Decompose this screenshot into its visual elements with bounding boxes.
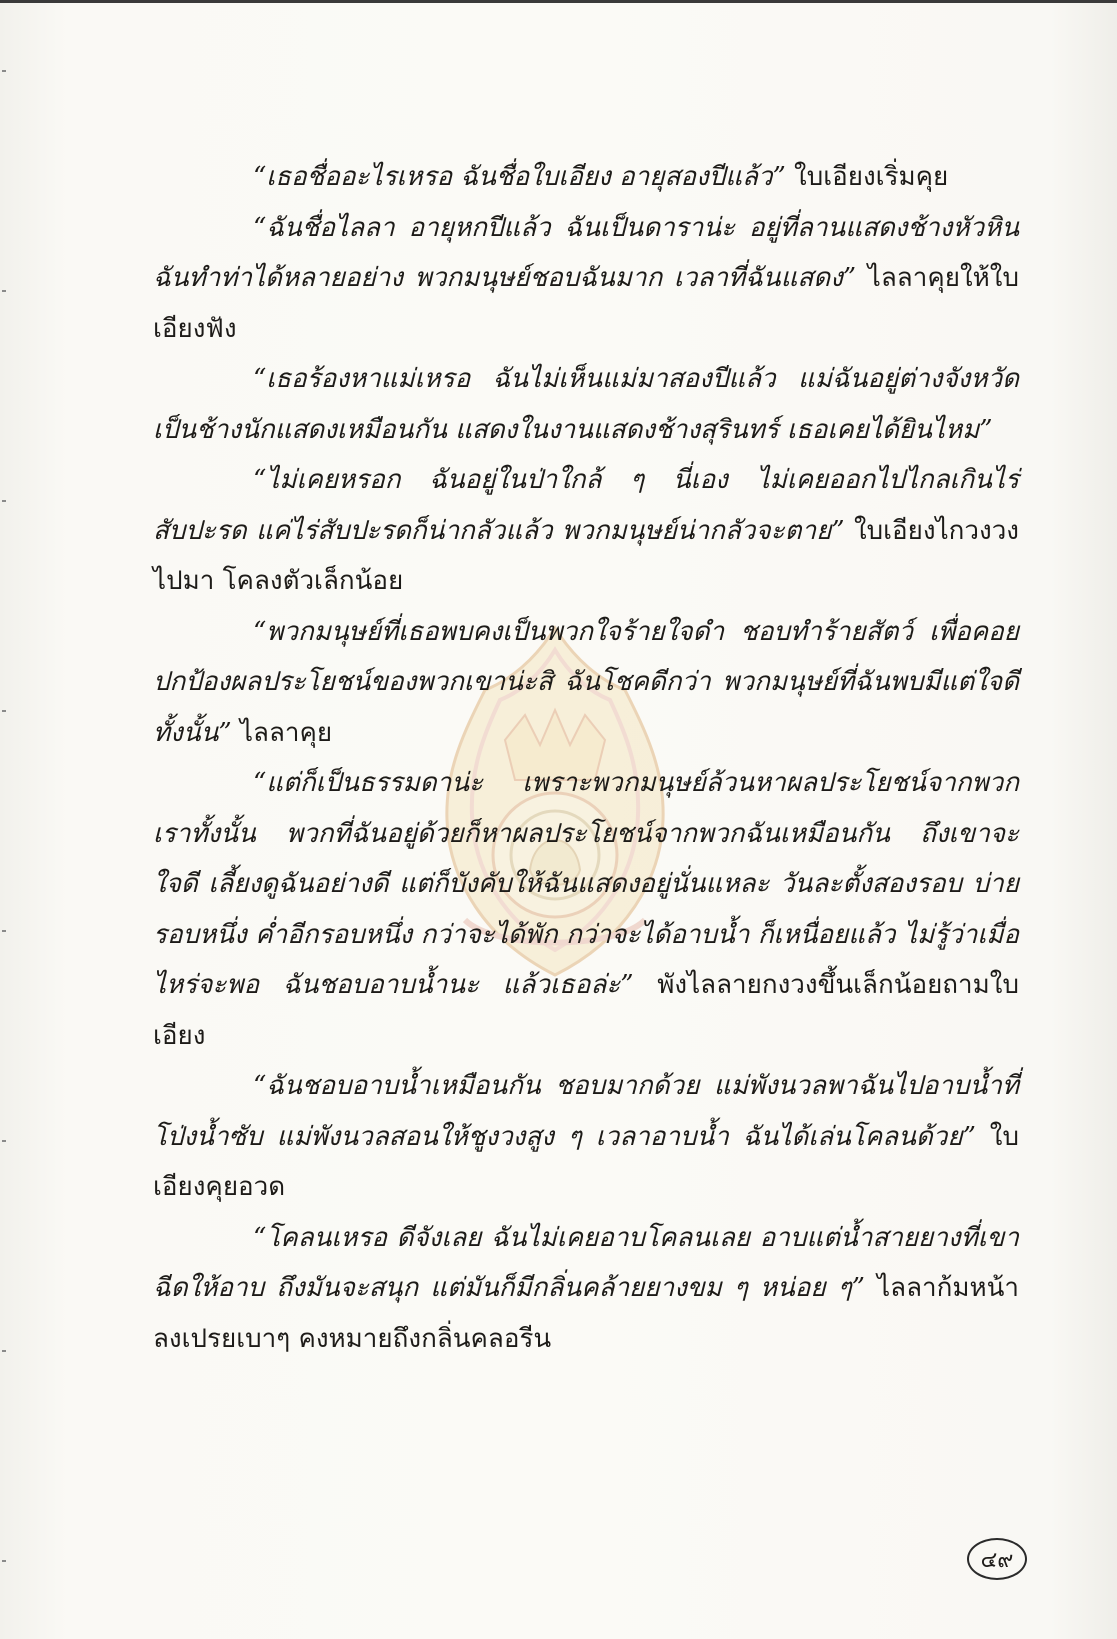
paragraph	[153, 607, 1019, 759]
narration: ไลลาก้มหน้าลงเปรยเบาๆ คงหมายถึงกลิ่นคลอรีน	[153, 1273, 1020, 1354]
dialogue: “ไม่เคยหรอก ฉันอยู่ในป่าใกล้ ๆ นี่เอง ไม่เคยออกไปไกลเกินไร่สับปะรด แค่ไร่สับปะรดก็น่ากลัวแล้ว พวกมนุษย์น่ากลัวจะตาย”	[153, 465, 1019, 546]
paragraph	[153, 1213, 1019, 1365]
paragraph	[153, 203, 1019, 355]
page-number: ๔๙	[967, 1538, 1027, 1580]
paragraph	[153, 1061, 1019, 1213]
dialogue: “เธอชื่ออะไรเหรอ ฉันชื่อใบเอียง อายุสองปีแล้ว”	[253, 162, 786, 192]
narration: ใบเอียงเริ่มคุย	[785, 162, 949, 192]
narration: ไลลาคุยให้ใบเอียงฟัง	[153, 263, 1019, 344]
dialogue: “โคลนเหรอ ดีจังเลย ฉันไม่เคยอาบโคลนเลย อาบแต่น้ำสายยางที่เขาฉีดให้อาบ ถึงมันจะสนุก แต่มันก็มีกลิ่นคล้ายยางขม ๆ หน่อย ๆ”	[153, 1222, 1019, 1303]
dialogue: “ฉันชื่อไลลา อายุหกปีแล้ว ฉันเป็นดาราน่ะ อยู่ที่ลานแสดงช้างหัวหิน ฉันทำท่าได้หลายอย่าง พวกมนุษย์ชอบฉันมาก เวลาที่ฉันแสดง”	[153, 212, 1019, 293]
narration: ใบเอียงไกวงวงไปมา โคลงตัวเล็กน้อย	[153, 515, 1019, 596]
paragraph	[153, 455, 1019, 607]
paragraph	[153, 354, 1019, 455]
paragraph	[153, 758, 1019, 1061]
scan-top-edge	[0, 0, 1117, 3]
story-text	[153, 152, 1019, 1364]
paragraph	[153, 152, 1019, 203]
dialogue: “เธอร้องหาแม่เหรอ ฉันไม่เห็นแม่มาสองปีแล้ว แม่ฉันอยู่ต่างจังหวัด เป็นช้างนักแสดงเหมือนกัน แสดงในงานแสดงช้างสุรินทร์ เธอเคยได้ยินไหม”	[153, 364, 1019, 445]
dialogue: “ฉันชอบอาบน้ำเหมือนกัน ชอบมากด้วย แม่พังนวลพาฉันไปอาบน้ำที่โป่งน้ำซับ แม่พังนวลสอนให้ชูงวงสูง ๆ เวลาอาบน้ำ ฉันได้เล่นโคลนด้วย”	[153, 1071, 1019, 1152]
dialogue: “แต่ก็เป็นธรรมดาน่ะ เพราะพวกมนุษย์ล้วนหาผลประโยชน์จากพวกเราทั้งนั้น พวกที่ฉันอยู่ด้วยก็หาผลประโยชน์จากพวกฉันเหมือนกัน ถึงเขาจะใจดี เลี้ยงดูฉันอย่างดี แต่ก็บังคับให้ฉันแสดงอยู่นั่นแหละ วันละตั้งสองรอบ บ่ายรอบหนึ่ง ค่ำอีกรอบหนึ่ง กว่าจะได้พัก กว่าจะได้อาบน้ำ ก็เหนื่อยแล้ว ไม่รู้ว่าเมื่อไหร่จะพอ ฉันชอบอาบน้ำนะ แล้วเธอล่ะ”	[153, 768, 1019, 1000]
dialogue: “พวกมนุษย์ที่เธอพบคงเป็นพวกใจร้ายใจดำ ชอบทำร้ายสัตว์ เพื่อคอยปกป้องผลประโยชน์ของพวกเขาน่ะสิ ฉันโชคดีกว่า พวกมนุษย์ที่ฉันพบมีแต่ใจดีทั้งนั้น”	[153, 616, 1019, 748]
narration: ใบเอียงคุยอวด	[153, 1121, 1019, 1202]
narration: ไลลาคุย	[231, 717, 333, 748]
narration: พังไลลายกงวงขึ้นเล็กน้อยถามใบเอียง	[153, 970, 1019, 1051]
